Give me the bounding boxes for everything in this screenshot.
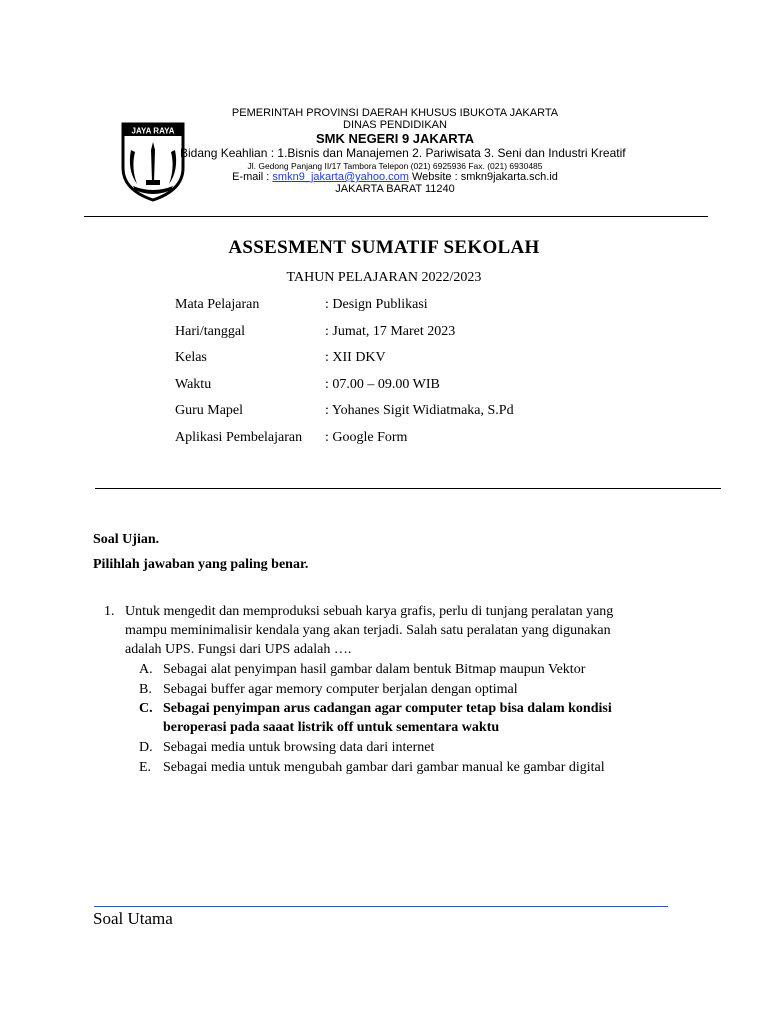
letterhead-fields: Bidang Keahlian : 1.Bisnis dan Manajemen 2. Pariwisata 3. Seni dan Industri Kreatif: [180, 146, 626, 160]
option-letter: B.: [139, 682, 152, 697]
letterhead-divider: [84, 216, 708, 217]
option-text: Sebagai buffer agar memory computer berjalan dengan optimal: [163, 682, 518, 697]
header-divider: [95, 488, 721, 489]
section-divider: [94, 906, 668, 907]
option-letter: E.: [139, 760, 152, 775]
logo-motto: JAYA RAYA: [131, 126, 175, 136]
question-line: Untuk mengedit dan memproduksi sebuah karya grafis, perlu di tunjang peralatan yang: [125, 604, 614, 619]
option-letter: C.: [139, 701, 153, 716]
question-number: 1.: [104, 604, 115, 619]
info-label: Mata Pelajaran: [175, 297, 260, 312]
school-logo: [117, 120, 189, 202]
info-label: Aplikasi Pembelajaran: [175, 430, 303, 445]
letterhead-government: PEMERINTAH PROVINSI DAERAH KHUSUS IBUKOTA JAKARTA: [231, 107, 559, 119]
letterhead-city: JAKARTA BARAT 11240: [335, 183, 455, 195]
option-text: Sebagai alat penyimpan hasil gambar dalam bentuk Bitmap maupun Vektor: [163, 662, 586, 677]
option-text: Sebagai penyimpan arus cadangan agar computer tetap bisa dalam kondisi: [163, 701, 612, 716]
letterhead-department: DINAS PENDIDIKAN: [343, 119, 447, 131]
instructions-text: Pilihlah jawaban yang paling benar.: [93, 557, 309, 572]
info-label: Waktu: [175, 377, 212, 392]
letterhead-contact: [190, 171, 600, 183]
section-label: Soal Utama: [93, 909, 173, 928]
letterhead: [180, 0, 626, 200]
option-c-correct[interactable]: [139, 699, 699, 737]
email-prefix: E-mail :: [232, 171, 273, 183]
email-link[interactable]: smkn9_jakarta@yahoo.com: [272, 171, 409, 183]
option-e[interactable]: [139, 758, 699, 777]
document-title: ASSESMENT SUMATIF SEKOLAH: [228, 237, 540, 258]
option-text: Sebagai media untuk mengubah gambar dari gambar manual ke gambar digital: [163, 760, 605, 775]
option-text: beroperasi pada saaat listrik off untuk sementara waktu: [163, 720, 500, 735]
info-label: Hari/tanggal: [175, 324, 245, 339]
letterhead-school-name: SMK NEGERI 9 JAKARTA: [316, 131, 474, 146]
info-value: : Google Form: [325, 430, 408, 445]
option-a[interactable]: [139, 660, 699, 679]
info-value: : Yohanes Sigit Widiatmaka, S.Pd: [325, 403, 514, 418]
option-text: Sebagai media untuk browsing data dari internet: [163, 740, 435, 755]
letterhead-address: Jl. Gedong Panjang II/17 Tambora Telepon (021) 6925936 Fax. (021) 6930485: [247, 161, 543, 171]
info-value: : 07.00 – 09.00 WIB: [325, 377, 440, 392]
info-value: : XII DKV: [325, 350, 386, 365]
info-value: : Design Publikasi: [325, 297, 428, 312]
question-line: adalah UPS. Fungsi dari UPS adalah ….: [125, 642, 352, 657]
question-line: mampu meminimalisir kendala yang akan terjadi. Salah satu peralatan yang digunakan: [125, 623, 611, 638]
info-label: Guru Mapel: [175, 403, 244, 418]
option-b[interactable]: [139, 680, 699, 699]
option-letter: A.: [139, 662, 153, 677]
option-d[interactable]: [139, 738, 699, 757]
info-label: Kelas: [175, 350, 207, 365]
info-value: : Jumat, 17 Maret 2023: [325, 324, 456, 339]
option-letter: D.: [139, 740, 153, 755]
instructions-heading: Soal Ujian.: [93, 532, 160, 547]
website-text: Website : smkn9jakarta.sch.id: [408, 171, 558, 183]
academic-year: TAHUN PELAJARAN 2022/2023: [286, 270, 482, 285]
